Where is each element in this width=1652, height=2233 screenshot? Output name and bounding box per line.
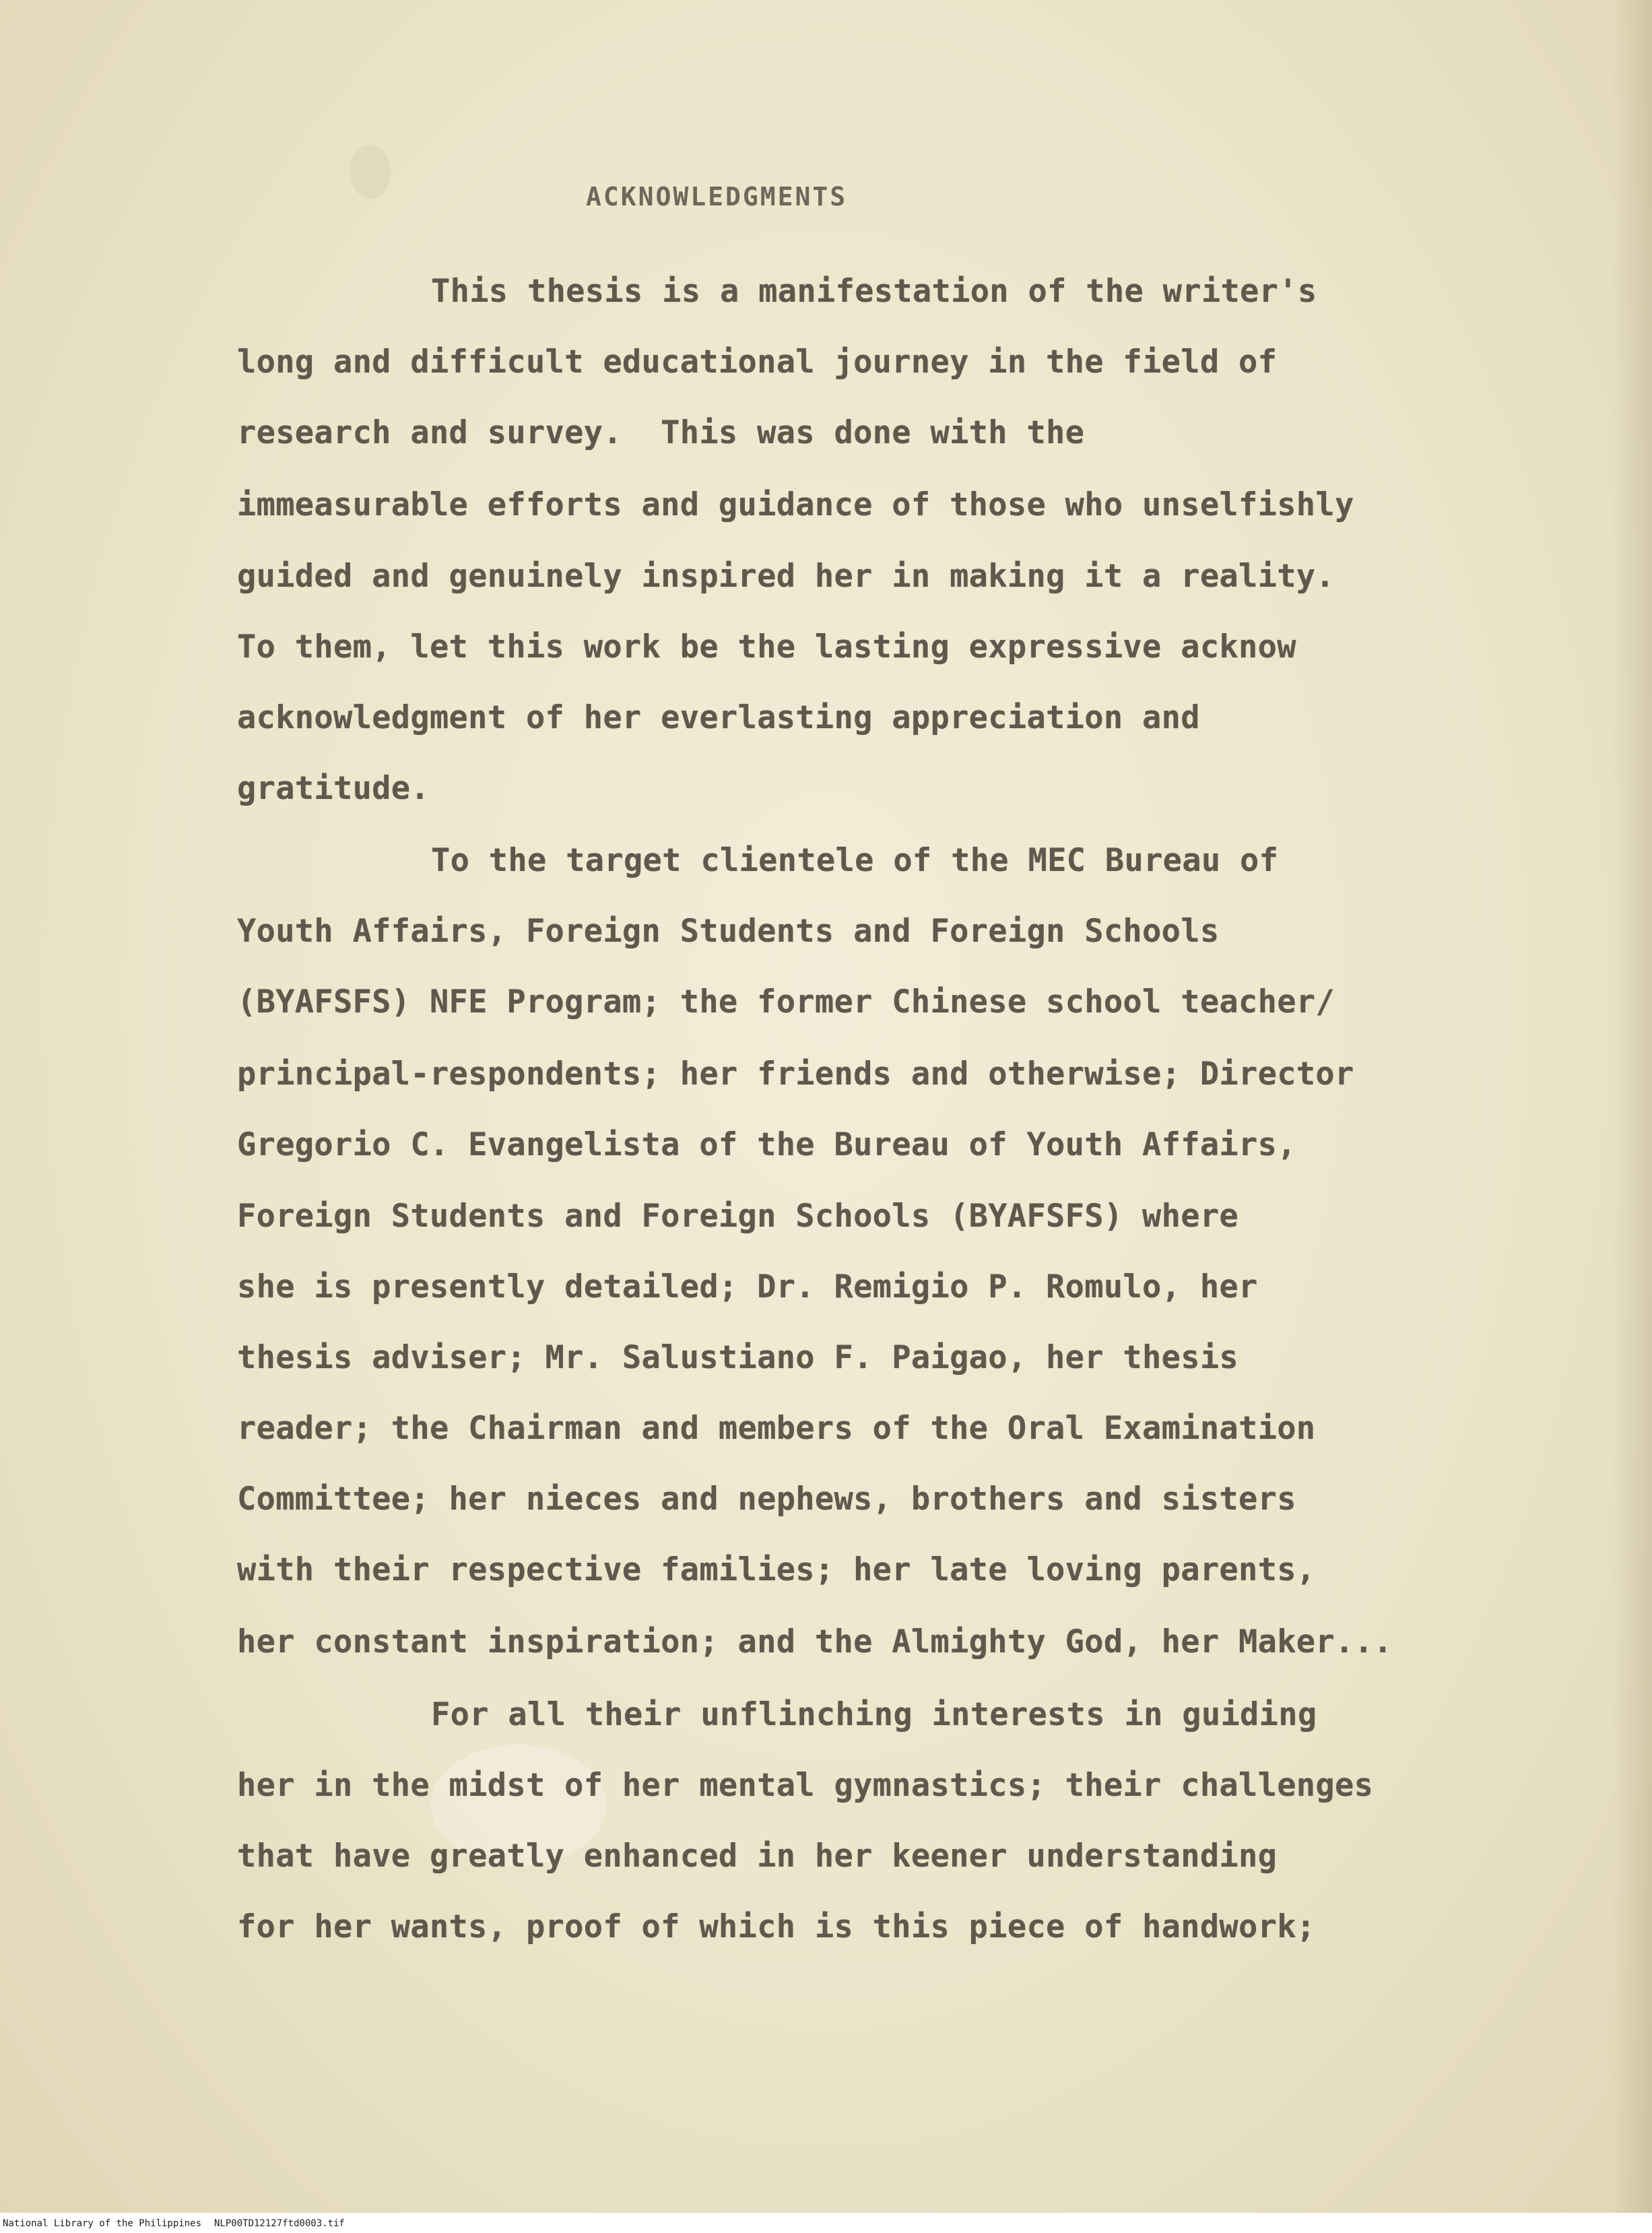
- text-line: with their respective families; her late loving parents,: [237, 1551, 1316, 1588]
- text-line: reader; the Chairman and members of the Oral Examination: [237, 1410, 1316, 1447]
- text-line: Foreign Students and Foreign Schools (BYAFSFS) where: [237, 1198, 1239, 1235]
- text-line: she is presently detailed; Dr. Remigio P. Romulo, her: [237, 1268, 1258, 1305]
- text-line: for her wants, proof of which is this piece of handwork;: [237, 1908, 1316, 1945]
- scan-footer: [0, 2213, 1652, 2233]
- footer-library-name: National Library of the Philippines: [3, 2218, 202, 2229]
- text-line: long and difficult educational journey in the field of: [237, 344, 1278, 381]
- text-line: To them, let this work be the lasting expressive acknow: [237, 628, 1296, 666]
- text-line: Gregorio C. Evangelista of the Bureau of Youth Affairs,: [237, 1126, 1296, 1163]
- text-line: research and survey. This was done with the: [237, 414, 1085, 451]
- text-line: immeasurable efforts and guidance of those who unselfishly: [237, 486, 1354, 523]
- text-line: acknowledgment of her everlasting appreciation and: [237, 699, 1200, 736]
- text-line: thesis adviser; Mr. Salustiano F. Paigao, her thesis: [237, 1339, 1239, 1376]
- text-line: her in the midst of her mental gymnastics; their challenges: [237, 1767, 1374, 1804]
- text-line: principal-respondents; her friends and otherwise; Director: [237, 1056, 1354, 1093]
- paper-stain: [350, 145, 391, 199]
- text-line: To the target clientele of the MEC Bureau of: [431, 842, 1279, 879]
- text-line: (BYAFSFS) NFE Program; the former Chinese school teacher/: [237, 983, 1335, 1021]
- text-line: guided and genuinely inspired her in making it a reality.: [237, 558, 1335, 595]
- text-line: gratitude.: [237, 770, 430, 807]
- text-line: that have greatly enhanced in her keener understanding: [237, 1838, 1278, 1875]
- page-title: ACKNOWLEDGMENTS: [586, 182, 848, 212]
- text-line: her constant inspiration; and the Almighty God, her Maker...: [237, 1623, 1393, 1660]
- text-line: Youth Affairs, Foreign Students and Foreign Schools: [237, 913, 1220, 950]
- page-edge-shadow: [1612, 0, 1652, 2213]
- text-line: This thesis is a manifestation of the writer's: [431, 273, 1317, 310]
- text-line: Committee; her nieces and nephews, brothers and sisters: [237, 1481, 1296, 1518]
- text-line: For all their unflinching interests in guiding: [431, 1696, 1317, 1733]
- footer-filename: NLP00TD12127ftd0003.tif: [214, 2218, 345, 2229]
